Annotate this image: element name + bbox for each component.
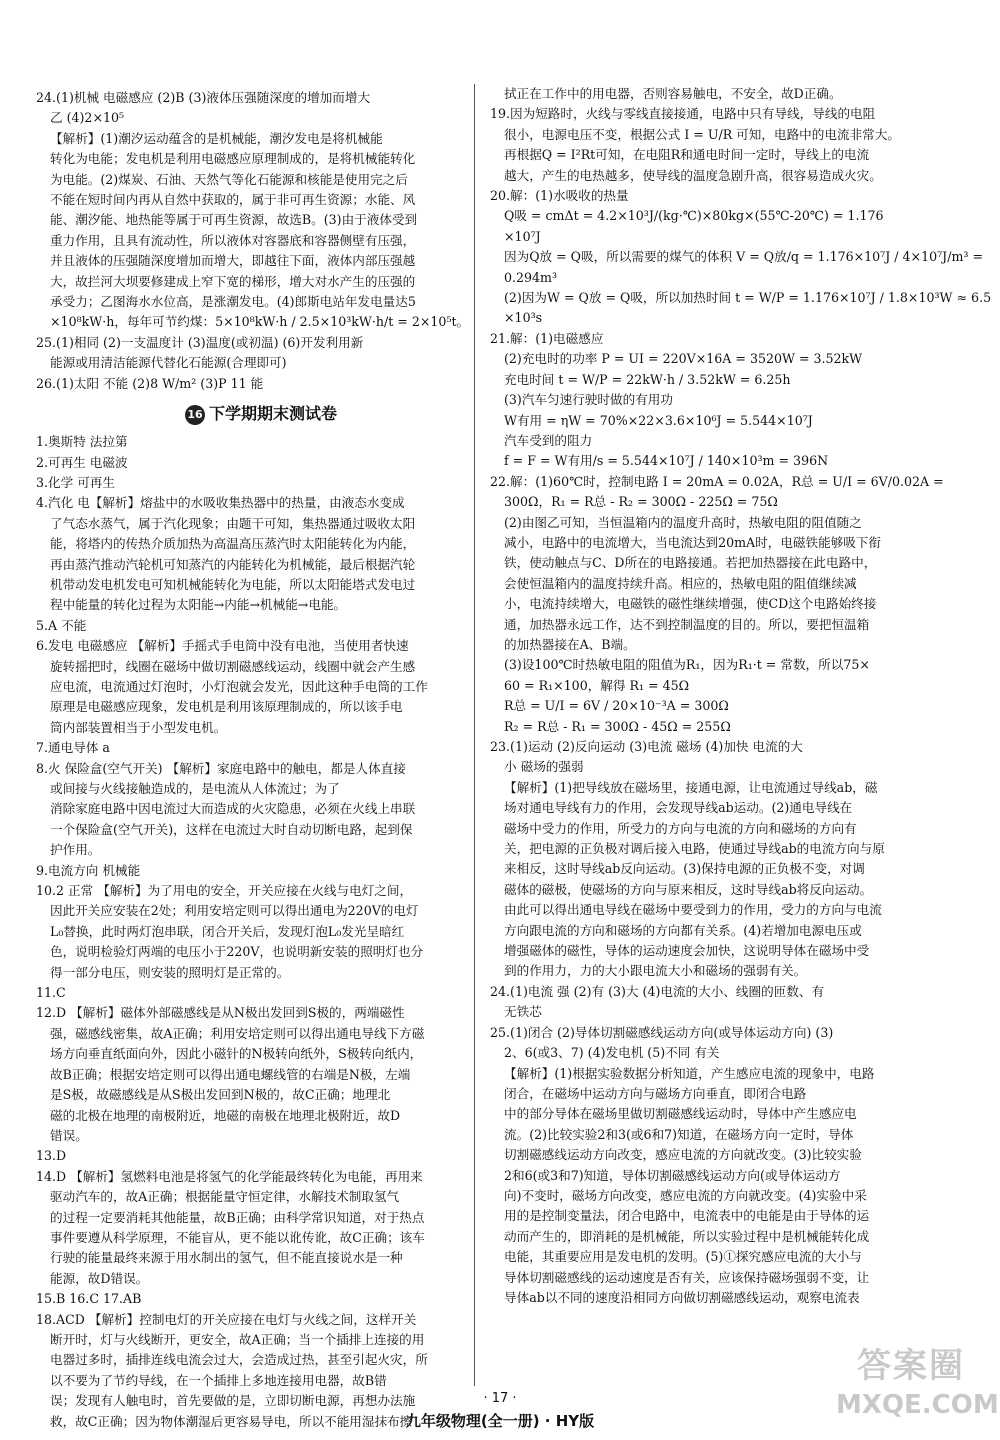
text-line: 转化为电能；发电机是利用电磁感应原理制成的，是将机械能转化 bbox=[50, 151, 416, 167]
text-line: 【解析】(1)潮汐运动蕴含的是机械能，潮汐发电是将机械能 bbox=[50, 130, 383, 146]
text-line: 拭正在工作中的用电器，否则容易触电，不安全，故D正确。 bbox=[504, 86, 842, 101]
text-line: 22.解：(1)60℃时，控制电路 I = 20mA = 0.02A，R总 = U/I = 6V/0.02A = bbox=[490, 473, 944, 489]
text-line: 能源，故D错误。 bbox=[50, 1270, 149, 1286]
text-line: 2.可再生 电磁波 bbox=[36, 454, 128, 470]
text-line: 流。(2)比较实验2和3(或6和7)知道，在磁场方向一定时，导体 bbox=[504, 1126, 854, 1142]
text-line: 场方向垂直纸面向外，因此小磁针的N极转向纸外，S极转向纸内， bbox=[50, 1046, 423, 1062]
section-number-badge: 16 bbox=[185, 405, 205, 425]
text-line: (2)因为W = Q放 = Q吸，所以加热时间 t = W/P = 1.176×10⁷J / 1.8×10³W ≈ 6.5 bbox=[504, 290, 992, 306]
watermark-text-top: 答案圈 bbox=[857, 1346, 965, 1386]
text-line: 原理是电磁感应现象，发电机是利用该原理制成的，所以该手电 bbox=[50, 699, 403, 715]
text-line: 铁，使动触点与C、D所在的电路接通。若把加热器接在此电路中， bbox=[504, 555, 877, 571]
text-line: 旋转摇把时，线圈在磁场中做切割磁感线运动，线圈中就会产生感 bbox=[50, 658, 416, 674]
text-line: (3)汽车匀速行驶时做的有用功 bbox=[504, 392, 673, 408]
text-line: L₀替换，此时两灯泡串联，闭合开关后，发现灯泡L₀发光呈暗红 bbox=[50, 923, 405, 939]
text-line: 不能在短时间内再从自然中获取的，属于非可再生资源；水能、风 bbox=[50, 192, 416, 208]
text-line: 重力作用，且具有流动性，所以液体对容器底和容器侧壁有压强， bbox=[50, 232, 416, 248]
left-column bbox=[36, 88, 486, 1432]
text-line: 18.ACD 【解析】控制电灯的开关应接在电灯与火线之间，这样开关 bbox=[36, 1311, 417, 1327]
text-line: 越大，产生的电热越多，使导线的温度急剧升高，很容易造成火灾。 bbox=[504, 167, 882, 183]
text-line: 断开时，灯与火线断开，更安全，故A正确；当一个插排上连接的用 bbox=[50, 1331, 425, 1347]
text-line: 小 磁场的强弱 bbox=[504, 759, 584, 775]
column-divider bbox=[474, 84, 475, 1386]
text-line: (2)由图乙可知，当恒温箱内的温度升高时，热敏电阻的阻值随之 bbox=[504, 514, 862, 530]
text-line: 小，电流持续增大，电磁铁的磁性继续增强，使CD这个电路始终接 bbox=[504, 596, 877, 612]
text-line: 关，把电源的正负极对调后接入电路，使通过导线ab的电流方向与原 bbox=[504, 841, 885, 857]
text-line: 到的作用力，力的大小跟电流大小和磁场的强弱有关。 bbox=[504, 963, 807, 979]
text-line: 4.汽化 电【解析】熔盐中的水吸收集热器中的热量，由液态水变成 bbox=[36, 495, 405, 511]
text-line: 能，将塔内的传热介质加热为高温高压蒸汽时太阳能转化为内能， bbox=[50, 536, 416, 552]
text-line: 用的是控制变量法，闭合电路中，电流表中的电能是由于导体的运 bbox=[504, 1208, 870, 1224]
text-line: 因此开关应安装在2处；利用安培定则可以得出通电为220V的电灯 bbox=[50, 903, 419, 919]
text-line: 7.通电导体 a bbox=[36, 740, 110, 756]
text-line: 24.(1)机械 电磁感应 (2)B (3)液体压强随深度的增加而增大 bbox=[36, 90, 371, 105]
text-line: 8.火 保险盒(空气开关) 【解析】家庭电路中的触电，都是人体直接 bbox=[36, 760, 406, 776]
text-line: 机带动发电机发电可知机械能转化为电能，所以太阳能塔式发电过 bbox=[50, 576, 416, 592]
text-line: 的过程一定要消耗其他能量，故B正确；由科学常识知道，对于热点 bbox=[50, 1209, 425, 1225]
text-line: 【解析】(1)根据实验数据分析知道，产生感应电流的现象中，电路 bbox=[504, 1065, 875, 1081]
text-line: 驱动汽车的，故A正确；根据能量守恒定律，水解技术制取氢气 bbox=[50, 1189, 400, 1205]
section-title: 下学期期末测试卷 bbox=[208, 404, 337, 424]
text-line: 0.294m³ bbox=[504, 269, 558, 285]
text-line: 再根据Q = I²Rt可知，在电阻R和通电时间一定时，导线上的电流 bbox=[504, 147, 870, 163]
left-answers-after bbox=[36, 432, 486, 1432]
text-line: 6.发电 电磁感应 【解析】手摇式手电筒中没有电池，当使用者快速 bbox=[36, 638, 409, 654]
text-line: 筒内部装置相当于小型发电机。 bbox=[50, 719, 227, 735]
text-line: 19.因为短路时，火线与零线直接接通，电路中只有导线，导线的电阻 bbox=[490, 106, 876, 122]
text-line: 磁体的磁极，使磁场的方向与原来相反，这时导线ab将反向运动。 bbox=[504, 881, 873, 897]
text-line: 13.D bbox=[36, 1148, 67, 1164]
text-line: 磁的北极在地理的南极附近，地磁的南极在地理北极附近，故D bbox=[50, 1107, 401, 1123]
text-line: 能、潮汐能、地热能等属于可再生资源，故选B。(3)由于液体受到 bbox=[50, 212, 418, 228]
text-line: 方向跟电流的方向和磁场的方向都有关系。(4)若增加电源电压或 bbox=[504, 922, 862, 938]
text-line: 护作用。 bbox=[50, 842, 101, 858]
text-line: 21.解：(1)电磁感应 bbox=[490, 330, 604, 346]
watermark-text-bottom: MXQE.COM bbox=[836, 1390, 999, 1420]
text-line: 【解析】(1)把导线放在磁场里，接通电源，让电流通过导线ab，磁 bbox=[504, 779, 878, 795]
text-line: 20.解：(1)水吸收的热量 bbox=[490, 188, 629, 204]
text-line: f = F = W有用/s = 5.544×10⁷J / 140×10³m = 396N bbox=[504, 453, 829, 469]
text-line: 应电流，电流通过灯泡时，小灯泡就会发光，因此这种手电筒的工作 bbox=[50, 678, 428, 694]
text-line: 程中能量的转化过程为太阳能→内能→机械能→电能。 bbox=[50, 597, 347, 613]
text-line: 误；发现有人触电时，首先要做的是，立即切断电源，再想办法施 bbox=[50, 1393, 416, 1409]
left-answers-before bbox=[36, 88, 486, 394]
text-line: 23.(1)运动 (2)反向运动 (3)电流 磁场 (4)加快 电流的大 bbox=[490, 739, 803, 754]
text-line: 再由蒸汽推动汽轮机可知蒸汽的内能转化为机械能，最后根据汽轮 bbox=[50, 556, 416, 572]
text-line: 或间接与火线接触造成的，是电流从人体流过；为了 bbox=[50, 781, 340, 796]
text-line: 事件要遵从科学原理，不能盲从，更不能以讹传讹，故C正确；该车 bbox=[50, 1229, 425, 1245]
text-line: 5.A 不能 bbox=[36, 617, 87, 633]
text-line: 消除家庭电路中因电流过大而造成的火灾隐患，必须在火线上串联 bbox=[50, 801, 416, 817]
text-line: 2和6(或3和7)知道，导体切割磁感线运动方向(或导体运动方 bbox=[504, 1167, 841, 1183]
text-line: 通，加热器永远工作，达不到控制温度的目的。所以，要把恒温箱 bbox=[504, 616, 870, 632]
text-line: 2、6(或3、7) (4)发电机 (5)不同 有关 bbox=[504, 1045, 720, 1061]
text-line: 因为Q放 = Q吸，所以需要的煤气的体积 V = Q放/q = 1.176×10⁷J / 4×10⁷J/m³ = bbox=[504, 249, 984, 265]
text-line: 的加热器接在A、B端。 bbox=[504, 636, 636, 652]
text-line: 导体切割磁感线的运动速度是否有关，应该保持磁场强弱不变，让 bbox=[504, 1269, 870, 1285]
text-line: 并且液体的压强随深度增加而增大，即越往下面，液体内部压强越 bbox=[50, 253, 416, 269]
text-line: 25.(1)闭合 (2)导体切割磁感线运动方向(或导体运动方向) (3) bbox=[490, 1024, 834, 1040]
text-line: 导体ab以不同的速度沿相同方向做切割磁感线运动，观察电流表 bbox=[504, 1289, 860, 1305]
text-line: 26.(1)太阳 不能 (2)8 W/m² (3)P 11 能 bbox=[36, 375, 264, 391]
text-line: ×10⁸kW·h，每年可节约煤：5×10⁸kW·h / 2.5×10³kW·h/t = 2×10⁵t。 bbox=[50, 314, 470, 330]
text-line: 12.D 【解析】磁体外部磁感线是从N极出发回到S极的，两端磁性 bbox=[36, 1005, 405, 1021]
text-line: 充电时间 t = W/P = 22kW·h / 3.52kW = 6.25h bbox=[504, 371, 791, 387]
section-heading bbox=[36, 402, 486, 426]
text-line: 汽车受到的阻力 bbox=[504, 432, 593, 448]
text-line: 增强磁体的磁性，导体的运动速度会加快，这说明导体在磁场中受 bbox=[504, 943, 870, 959]
text-line: 动而产生的，即消耗的是机械能，所以实验过程中是机械能转化成 bbox=[504, 1228, 870, 1244]
text-line: 故B正确；根据安培定则可以得出通电螺线管的右端是N极，左端 bbox=[50, 1066, 411, 1082]
text-line: 11.C bbox=[36, 985, 66, 1001]
text-line: 10.2 正常 【解析】为了用电的安全，开关应接在火线与电灯之间， bbox=[36, 883, 413, 899]
text-line: 向)不变时，磁场方向改变，感应电流的方向就改变。(4)实验中采 bbox=[504, 1187, 867, 1203]
text-line: 承受力；乙图海水水位高，是涨潮发电。(4)郎斯电站年发电量达5 bbox=[50, 294, 416, 310]
page-number: · 17 · bbox=[483, 1391, 517, 1406]
text-line: 25.(1)相同 (2)一支温度计 (3)温度(或初温) (6)开发利用新 bbox=[36, 334, 364, 350]
text-line: (2)充电时的功率 P = UI = 220V×16A = 3520W = 3.52kW bbox=[504, 351, 863, 367]
text-line: 会使恒温箱内的温度持续升高。相应的，热敏电阻的阻值继续减 bbox=[504, 575, 857, 591]
text-line: ×10⁷J bbox=[504, 228, 541, 244]
text-line: 了气态水蒸气，属于汽化现象；由题干可知，集热器通过吸收太阳 bbox=[50, 515, 416, 531]
text-line: 乙 (4)2×10⁵ bbox=[50, 110, 125, 126]
text-line: 切割磁感线运动方向改变，感应电流的方向就改变。(3)比较实验 bbox=[504, 1147, 862, 1163]
text-line: 以不要为了节约导线，在一个插排上多地连接用电器，故B错 bbox=[50, 1372, 387, 1388]
text-line: R₂ = R总 - R₁ = 300Ω - 45Ω = 255Ω bbox=[504, 718, 731, 734]
text-line: 中的部分导体在磁场里做切割磁感线运动时，导体中产生感应电 bbox=[504, 1106, 857, 1122]
text-line: 9.电流方向 机械能 bbox=[36, 862, 141, 878]
text-line: (3)设100℃时热敏电阻的阻值为R₁，因为R₁·t = 常数，所以75× bbox=[504, 657, 870, 673]
text-line: 救，故C正确；因为物体潮湿后更容易导电，所以不能用湿抹布擦 bbox=[50, 1413, 413, 1429]
text-line: 大，故拦河大坝要修建成上窄下宽的梯形，增大对水产生的压强的 bbox=[50, 273, 416, 289]
text-line: 电能，其重要应用是发电机的发明。(5)①探究感应电流的大小与 bbox=[504, 1249, 862, 1265]
text-line: 很小，电源电压不变，根据公式 I = U/R 可知，电路中的电流非常大。 bbox=[504, 126, 900, 142]
text-line: 场对通电导线有力的作用，会发现导线ab运动。(2)通电导线在 bbox=[504, 800, 853, 816]
text-line: 是S极，故磁感线是从S极出发回到N极的，故C正确；地理北 bbox=[50, 1087, 391, 1103]
text-line: 得一部分电压，则安装的照明灯是正常的。 bbox=[50, 964, 290, 980]
text-line: W有用 = ηW = 70%×22×3.6×10⁶J = 5.544×10⁷J bbox=[504, 412, 813, 428]
text-line: 磁场中受力的作用，所受力的方向与电流的方向和磁场的方向有 bbox=[504, 820, 857, 836]
right-column bbox=[490, 84, 992, 1308]
text-line: 行驶的能量最终来源于用水制出的氢气，但不能直接说水是一种 bbox=[50, 1250, 403, 1266]
watermark-logo bbox=[836, 1344, 999, 1436]
text-line: 一个保险盒(空气开关)，这样在电流过大时自动切断电路，起到保 bbox=[50, 821, 413, 837]
text-line: ×10³s bbox=[504, 310, 543, 326]
text-line: 电器过多时，插排连线电流会过大，会造成过热，甚至引起火灾，所 bbox=[50, 1352, 428, 1368]
text-line: R总 = U/I = 6V / 20×10⁻³A = 300Ω bbox=[504, 698, 729, 714]
text-line: 由此可以得出通电导线在磁场中要受到力的作用，受力的方向与电流 bbox=[504, 902, 882, 918]
text-line: 错误。 bbox=[50, 1127, 88, 1143]
text-line: 强，磁感线密集，故A正确；利用安培定则可以得出通电导线下方磁 bbox=[50, 1025, 425, 1041]
book-title: 九年级物理(全一册) · HY版 bbox=[405, 1412, 595, 1430]
text-line: 来相反，这时导线ab反向运动。(3)保持电源的正负极不变，对调 bbox=[504, 861, 865, 877]
text-line: 300Ω，R₁ = R总 - R₂ = 300Ω - 225Ω = 75Ω bbox=[504, 494, 778, 510]
text-line: 3.化学 可再生 bbox=[36, 474, 115, 490]
text-line: 1.奥斯特 法拉第 bbox=[36, 434, 128, 450]
text-line: 15.B 16.C 17.AB bbox=[36, 1291, 142, 1307]
text-line: Q吸 = cmΔt = 4.2×10³J/(kg·℃)×80kg×(55℃-20℃) = 1.176 bbox=[504, 208, 884, 224]
text-line: 无铁芯 bbox=[504, 1004, 542, 1020]
text-line: 减小，电路中的电流增大，当电流达到20mA时，电磁铁能够吸下衔 bbox=[504, 534, 882, 550]
text-line: 为电能。(2)煤炭、石油、天然气等化石能源和核能是使用完之后 bbox=[50, 171, 408, 187]
text-line: 能源或用清洁能源代替化石能源(合理即可) bbox=[50, 355, 287, 371]
text-line: 24.(1)电流 强 (2)有 (3)大 (4)电流的大小、线圈的匝数、有 bbox=[490, 983, 825, 999]
text-line: 14.D 【解析】氢燃料电池是将氢气的化学能最终转化为电能，再用来 bbox=[36, 1168, 423, 1184]
text-line: 色，说明检验灯两端的电压小于220V，也说明新安装的照明灯也分 bbox=[50, 944, 424, 960]
text-line: 60 = R₁×100，解得 R₁ = 45Ω bbox=[504, 677, 690, 693]
text-line: 闭合，在磁场中运动方向与磁场方向垂直，即闭合电路 bbox=[504, 1085, 807, 1101]
